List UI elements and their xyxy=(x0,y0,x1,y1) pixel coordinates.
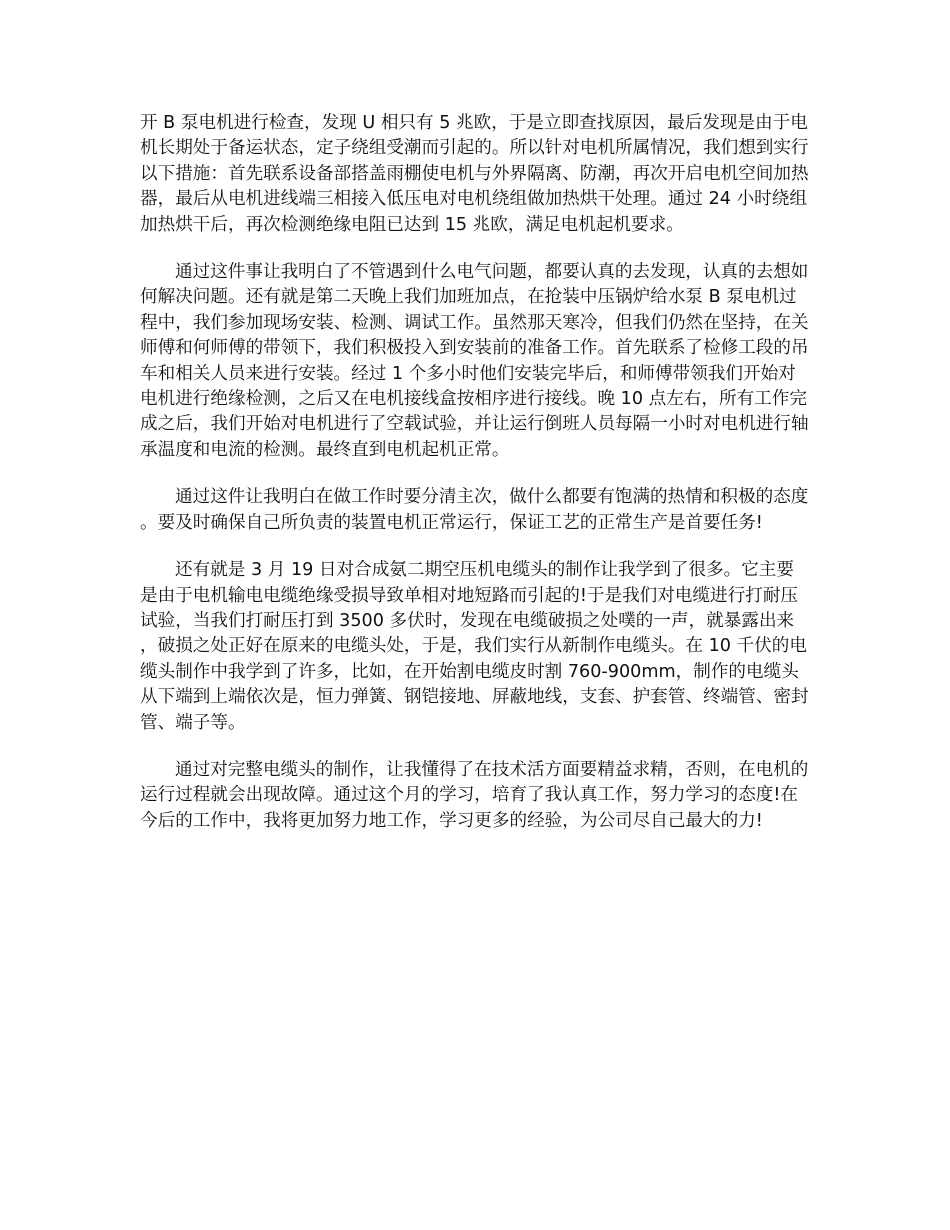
paragraph-4: 还有就是 3 月 19 日对合成氨二期空压机电缆头的制作让我学到了很多。它主要是由于电机输电电缆绝缘受损导致单相对地短路而引起的!于是我们对电缆进行打耐压试验，当我们打耐压打到 3500 多伏时，发现在电缆破损之处噗的一声，就暴露出来，破损之处正好在原来的电缆头处，于是，我们实行从新制作电缆头。在 10 千伏的电缆头制作中我学到了许多，比如，在开始割电缆皮时割 760-900mm，制作的电缆头从下端到上端依次是，恒力弹簧、钢铠接地、屏蔽地线，支套、护套管、终端管、密封管、端子等。 xyxy=(140,560,809,733)
paragraph-2: 通过这件事让我明白了不管遇到什么电气问题，都要认真的去发现，认真的去想如何解决问题。还有就是第二天晚上我们加班加点，在抢装中压锅炉给水泵 B 泵电机过程中，我们参加现场安装、检测、调试工作。虽然那天寒冷，但我们仍然在坚持，在关师傅和何师傅的带领下，我们积极投入到安装前的准备工作。首先联系了检修工段的吊车和相关人员来进行安装。经过 1 个多小时他们安装完毕后，和师傅带领我们开始对电机进行绝缘检测，之后又在电机接线盒按相序进行接线。晚 10 点左右，所有工作完成之后，我们开始对电机进行了空载试验，并让运行倒班人员每隔一小时对电机进行轴承温度和电流的检测。最终直到电机起机正常。 xyxy=(140,262,809,460)
paragraph-3: 通过这件让我明白在做工作时要分清主次，做什么都要有饱满的热情和积极的态度。要及时确保自己所负责的装置电机正常运行，保证工艺的正常生产是首要任务! xyxy=(140,487,809,533)
document-body xyxy=(140,111,810,856)
paragraph-1: 开 B 泵电机进行检查，发现 U 相只有 5 兆欧，于是立即查找原因，最后发现是由于电机长期处于备运状态，定子绕组受潮而引起的。所以针对电机所属情况，我们想到实行以下措施：首先联系设备部搭盖雨棚使电机与外界隔离、防潮，再次开启电机空间加热器，最后从电机进线端三相接入低压电对电机绕组做加热烘干处理。通过 24 小时绕组加热烘干后，再次检测绝缘电阻已达到 15 兆欧，满足电机起机要求。 xyxy=(140,113,809,235)
paragraph-5: 通过对完整电缆头的制作，让我懂得了在技术活方面要精益求精，否则，在电机的运行过程就会出现故障。通过这个月的学习，培育了我认真工作，努力学习的态度!在今后的工作中，我将更加努力地工作，学习更多的经验，为公司尽自己最大的力! xyxy=(140,759,809,831)
